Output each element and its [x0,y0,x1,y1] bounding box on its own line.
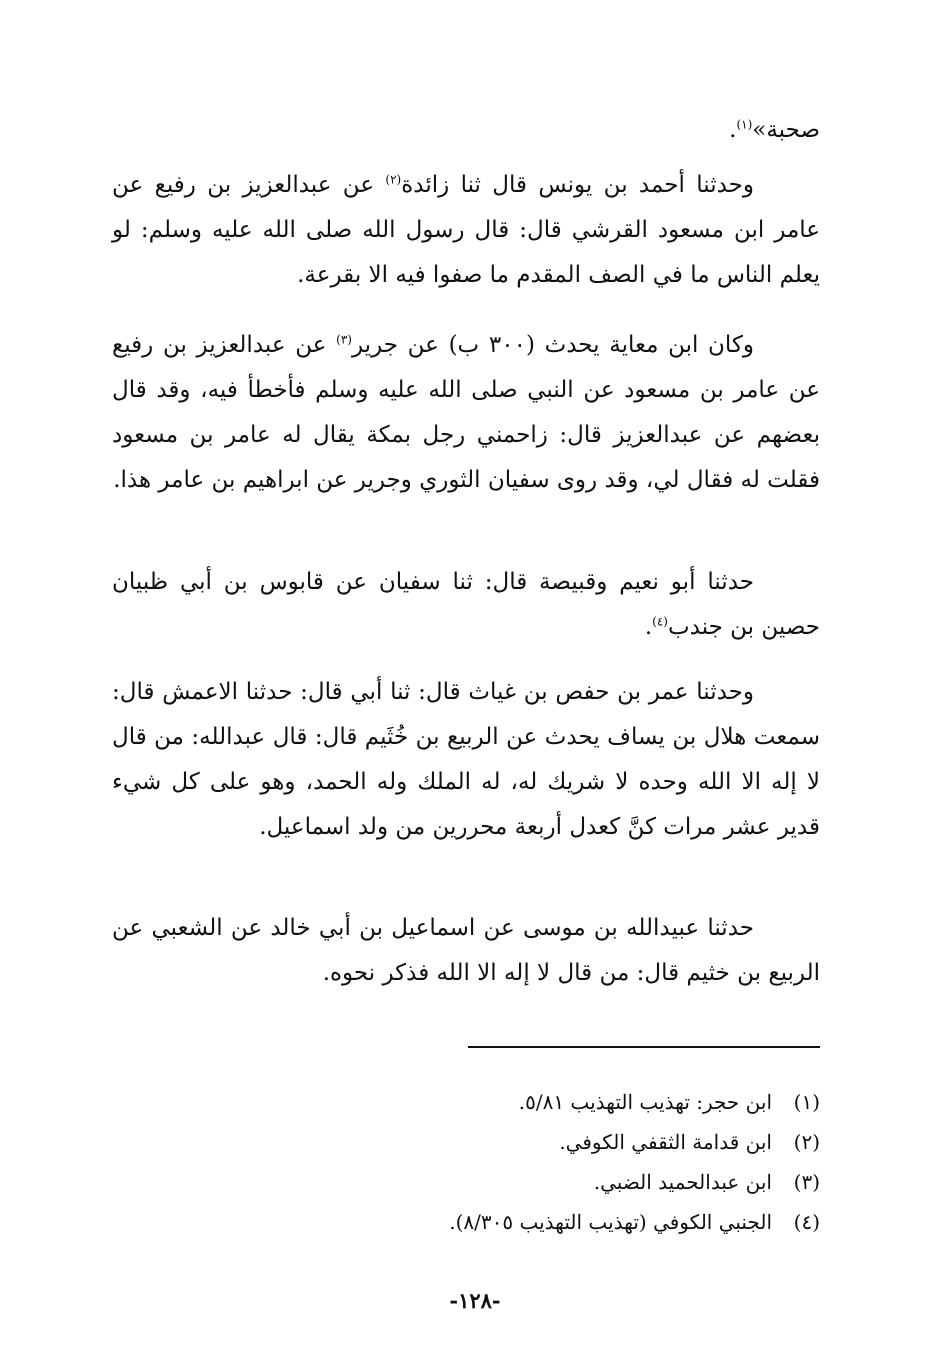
continuation-text: صحبة» [752,117,820,143]
paragraph-4 [112,670,820,850]
footnote-3 [340,1162,820,1202]
footnote-number: (١) [793,1090,820,1114]
footnote-ref-3: (٣) [336,332,352,347]
footnote-text: الجنبي الكوفي (تهذيب التهذيب ٨/٣٠٥). [449,1210,772,1234]
paragraph-1 [112,163,820,298]
paragraph-4-text: وحدثنا عمر بن حفص بن غياث قال: ثنا أبي قال: حدثنا الاعمش قال: سمعت هلال بن يساف يحدث عن الربيع بن خُثَيم قال: قال عبدالله: من قال لا إله الا الله وحده لا شريك له، له الملك وله الحمد، وهو على كل شيء قدير عشر مرات كنَّ كعدل أربعة محررين من ولد اسماعيل. [112,679,820,840]
paragraph-1-text-b: عن عبدالعزيز بن رفيع عن عامر ابن مسعود القرشي قال: قال رسول الله صلى الله عليه وسلم: لو يعلم الناس ما في الصف المقدم ما صفوا فيه الا بقرعة. [112,172,820,288]
footnote-text: ابن عبدالحميد الضبي. [593,1170,772,1194]
footnote-number: (٢) [793,1130,820,1154]
footnote-text: ابن حجر: تهذيب التهذيب ٥/٨١. [518,1090,772,1114]
footnote-number: (٤) [793,1210,820,1234]
paragraph-2 [112,323,820,503]
footnote-2 [340,1122,820,1162]
continuation-tail: . [729,117,737,143]
footnote-text: ابن قدامة الثقفي الكوفي. [559,1130,772,1154]
paragraph-1-text-a: وحدثنا أحمد بن يونس قال ثنا زائدة [401,172,754,198]
paragraph-3-text-b: . [644,614,653,640]
page-number: -١٢٨- [449,1288,501,1313]
footnote-ref-2: (٢) [385,172,402,187]
footnotes [340,1082,820,1242]
continuation-line [112,108,820,153]
paragraph-3 [112,560,820,650]
paragraph-2-text-a: وكان ابن معاية يحدث (٣٠٠ ب) عن جرير [351,332,754,358]
paragraph-5-text: حدثنا عبيدالله بن موسى عن اسماعيل بن أبي خالد عن الشعبي عن الربيع بن خثيم قال: من قال لا إله الا الله فذكر نحوه. [112,915,820,986]
footnote-number: (٣) [793,1170,820,1194]
paragraph-3-text-a: حدثنا أبو نعيم وقبيصة قال: ثنا سفيان عن قابوس بن أبي ظبيان حصين بن جندب [112,569,820,640]
paragraph-5 [112,906,820,996]
footnote-separator [468,1046,820,1048]
footnote-ref-1: (١) [736,117,753,132]
footnote-4 [340,1202,820,1242]
paragraph-2-text-b: عن عبدالعزيز بن رفيع عن عامر بن مسعود عن النبي صلى الله عليه وسلم فأخطأ فيه، وقد قال بعضهم عن عبدالعزيز قال: زاحمني رجل بمكة يقال له عامر بن مسعود فقلت له فقال لي، وقد روى سفيان الثوري وجرير عن ابراهيم بن عامر هذا. [112,332,820,493]
footnote-ref-4: (٤) [652,614,668,629]
footnote-1 [340,1082,820,1122]
